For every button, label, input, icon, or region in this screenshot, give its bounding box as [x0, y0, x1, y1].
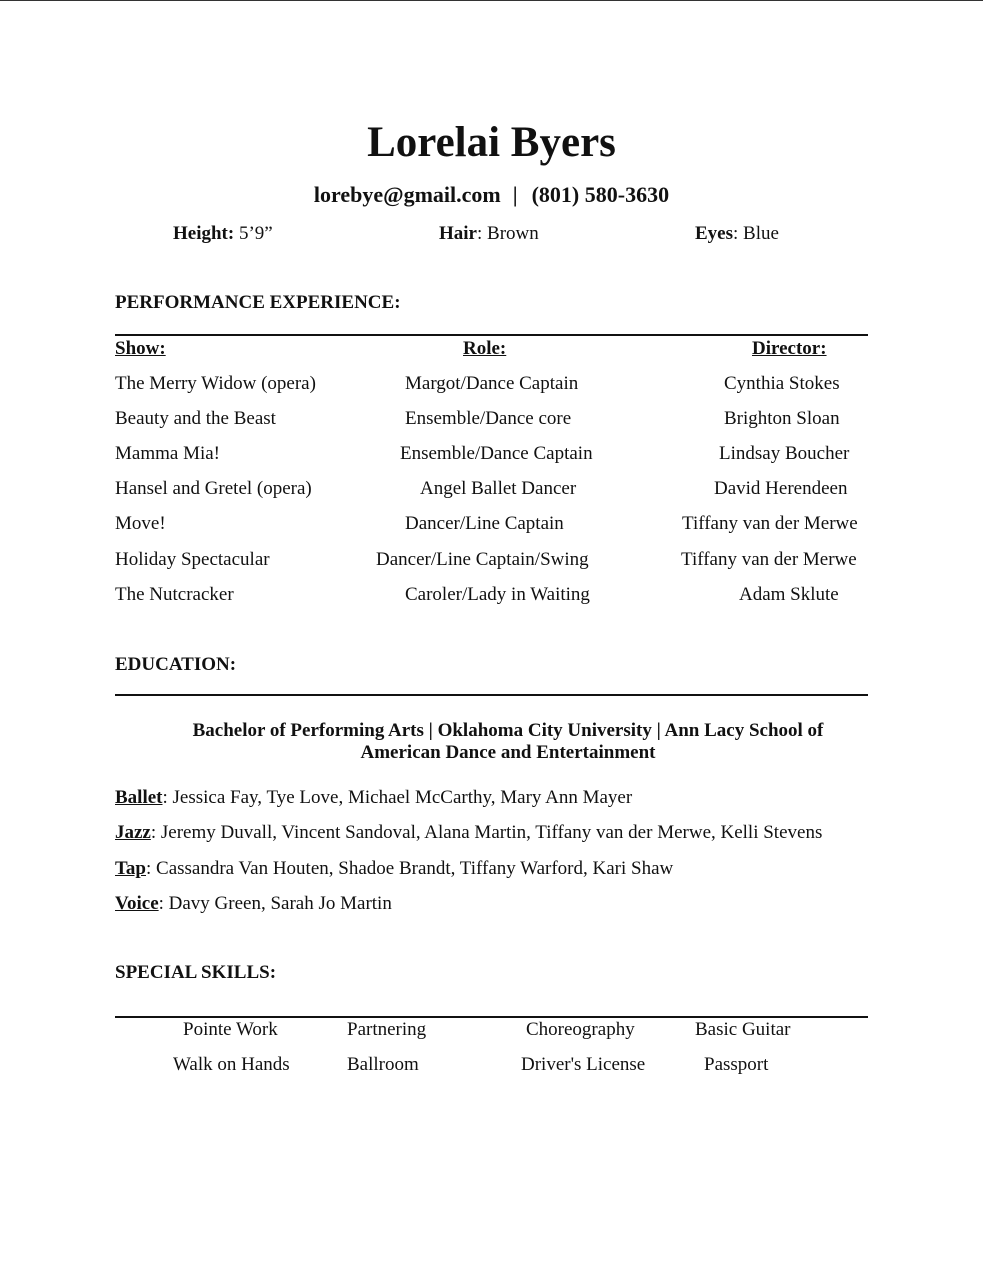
role-cell: Caroler/Lady in Waiting [405, 584, 590, 605]
director-cell: Brighton Sloan [724, 408, 840, 429]
hair-value: : Brown [477, 223, 539, 244]
column-header-show: Show: [115, 338, 166, 359]
height-label: Height: [173, 223, 235, 244]
section-rule-performance [115, 334, 868, 336]
column-header-role: Role: [463, 338, 507, 359]
skill-item: Partnering [347, 1019, 427, 1040]
top-border [0, 0, 983, 1]
role-cell: Ensemble/Dance core [405, 408, 572, 429]
director-cell: Lindsay Boucher [719, 443, 850, 464]
email: lorebye@gmail.com [313, 182, 501, 207]
director-cell: Tiffany van der Merwe [681, 549, 857, 570]
section-rule-education [115, 694, 868, 696]
teacher-names: : Jeremy Duvall, Vincent Sandoval, Alana Martin, Tiffany van der Merwe, Kelli Stevens [150, 822, 823, 843]
teacher-category: Voice [115, 893, 159, 914]
teacher-names: : Davy Green, Sarah Jo Martin [158, 893, 392, 914]
director-cell: Adam Sklute [739, 584, 839, 605]
teacher-line-jazz [115, 821, 822, 845]
teacher-line-ballet [115, 786, 632, 810]
teacher-line-tap [115, 857, 673, 881]
show-cell: The Nutcracker [115, 584, 234, 605]
role-cell: Dancer/Line Captain [405, 513, 564, 534]
phone: (801) 580-3630 [531, 182, 670, 207]
skill-item: Ballroom [347, 1054, 419, 1075]
role-cell: Dancer/Line Captain/Swing [376, 549, 589, 570]
skill-item: Walk on Hands [173, 1054, 290, 1075]
teacher-names: : Cassandra Van Houten, Shadoe Brandt, Tiffany Warford, Kari Shaw [146, 858, 674, 879]
column-header-director: Director: [752, 338, 827, 359]
show-cell: Mamma Mia! [115, 443, 221, 464]
role-cell: Angel Ballet Dancer [420, 478, 577, 499]
eyes-value: : Blue [733, 223, 779, 244]
skill-item: Driver's License [521, 1054, 646, 1075]
section-title-skills: SPECIAL SKILLS: [115, 962, 277, 983]
height-stat [173, 222, 273, 246]
show-cell: Move! [115, 513, 166, 534]
skill-item: Passport [704, 1054, 769, 1075]
hair-stat [439, 222, 539, 246]
teacher-line-voice [115, 892, 392, 916]
skill-item: Basic Guitar [695, 1019, 791, 1040]
height-value: 5’9” [238, 223, 273, 244]
director-cell: David Herendeen [714, 478, 848, 499]
section-title-education: EDUCATION: [115, 654, 237, 675]
degree-line: Bachelor of Performing Arts | Oklahoma City University | Ann Lacy School of American Dance and Entertainment [192, 720, 824, 763]
show-cell: Hansel and Gretel (opera) [115, 478, 312, 499]
skill-item: Pointe Work [183, 1019, 278, 1040]
skill-item: Choreography [526, 1019, 635, 1040]
teacher-category: Tap [115, 858, 146, 879]
role-cell: Ensemble/Dance Captain [400, 443, 593, 464]
show-cell: Beauty and the Beast [115, 408, 276, 429]
show-cell: Holiday Spectacular [115, 549, 270, 570]
eyes-stat [695, 222, 779, 246]
show-cell: The Merry Widow (opera) [115, 373, 316, 394]
teacher-names: : Jessica Fay, Tye Love, Michael McCarthy, Mary Ann Mayer [162, 787, 633, 808]
director-cell: Cynthia Stokes [724, 373, 840, 394]
contact-separator: | [512, 182, 518, 207]
teacher-category: Jazz [115, 822, 151, 843]
role-cell: Margot/Dance Captain [405, 373, 579, 394]
hair-label: Hair [439, 223, 477, 244]
candidate-name: Lorelai Byers [367, 119, 616, 166]
eyes-label: Eyes [695, 223, 733, 244]
teacher-category: Ballet [115, 787, 163, 808]
section-title-performance: PERFORMANCE EXPERIENCE: [115, 292, 401, 313]
contact-line [0, 181, 983, 209]
director-cell: Tiffany van der Merwe [682, 513, 858, 534]
